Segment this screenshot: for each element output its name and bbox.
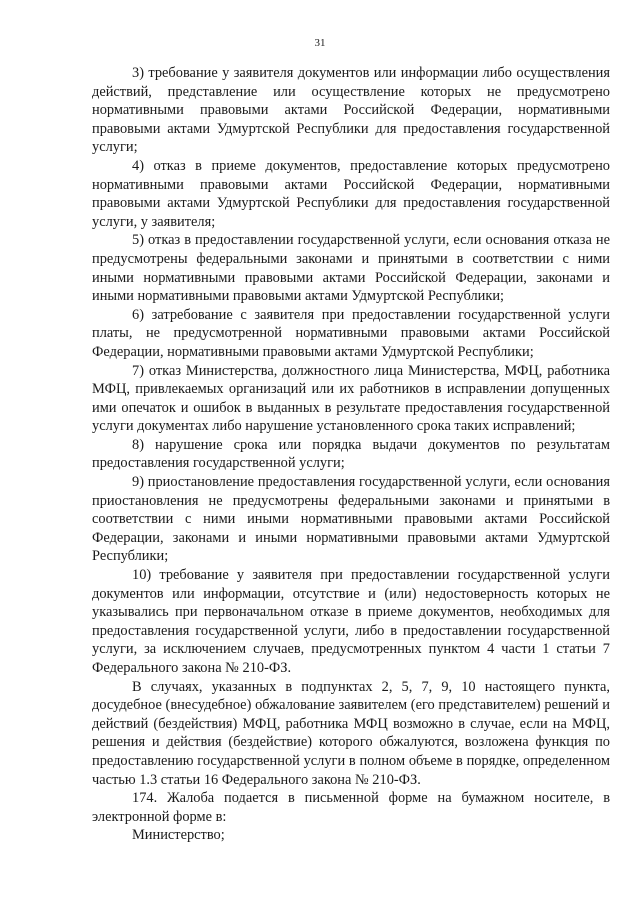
paragraph-item-4: 4) отказ в приеме документов, предоставление которых предусмотрено нормативными правовыми актами Российской Федерации, нормативными правовыми актами Удмуртской Республики для предоставления государственной услуги, у заявителя; [92,157,610,230]
paragraph-cases-note: В случаях, указанных в подпунктах 2, 5, 7, 9, 10 настоящего пункта, досудебное (внесудебное) обжалование заявителем (его представителем) решений и действий (бездействия) МФЦ, работника МФЦ возможно в случае, если на МФЦ, решения и действия (бездействие) которого обжалуются, возложена функция по предоставлению государственной услуги в полном объеме в порядке, определенном частью 1.3 статьи 16 Федерального закона № 210-ФЗ. [92,678,610,788]
paragraph-ministry: Министерство; [132,827,225,844]
paragraph-item-9: 9) приостановление предоставления государственной услуги, если основания приостановления не предусмотрены федеральными законами и принятыми в соответствии с ними иными нормативными правовыми актами Российской Федерации, законами и иными нормативными правовыми актами Удмуртской Республики; [92,474,610,565]
paragraph-item-5: 5) отказ в предоставлении государственной услуги, если основания отказа не предусмотрены федеральными законами и принятыми в соответствии с ними иными нормативными правовыми актами Российской Федерации, законами и иными нормативными правовыми актами Удмуртской Республики; [92,232,610,305]
paragraph-item-8: 8) нарушение срока или порядка выдачи документов по результатам предоставления государственной услуги; [92,436,610,472]
document-body [92,64,610,845]
paragraph-item-7: 7) отказ Министерства, должностного лица Министерства, МФЦ, работника МФЦ, привлекаемых организаций или их работников в исправлении допущенных ими опечаток и ошибок в выданных в результате предоставления государственной услуги документах либо нарушение установленного срока таких исправлений; [92,362,610,435]
paragraph-clause-174: 174. Жалоба подается в письменной форме на бумажном носителе, в электронной форме в: [92,790,610,825]
paragraph-item-10: 10) требование у заявителя при предоставлении государственной услуги документов или информации, отсутствие и (или) недостоверность которых не указывались при первоначальном отказе в приеме документов, необходимых для предоставления государственной услуги, либо в предоставлении государственной услуги, за исключением случаев, предусмотренных пунктом 4 части 1 статьи 7 Федерального закона № 210-ФЗ. [92,567,610,676]
paragraph-item-3: 3) требование у заявителя документов или информации либо осуществления действий, представление или осуществление которых не предусмотрено нормативными правовыми актами Российской Федерации, нормативными правовыми актами Удмуртской Республики для предоставления государственной услуги; [92,65,610,156]
paragraph-item-6: 6) затребование с заявителя при предоставлении государственной услуги платы, не предусмотренной нормативными правовыми актами Российской Федерации, нормативными правовыми актами Удмуртской Республики; [92,306,610,360]
page-number: 31 [314,37,326,49]
